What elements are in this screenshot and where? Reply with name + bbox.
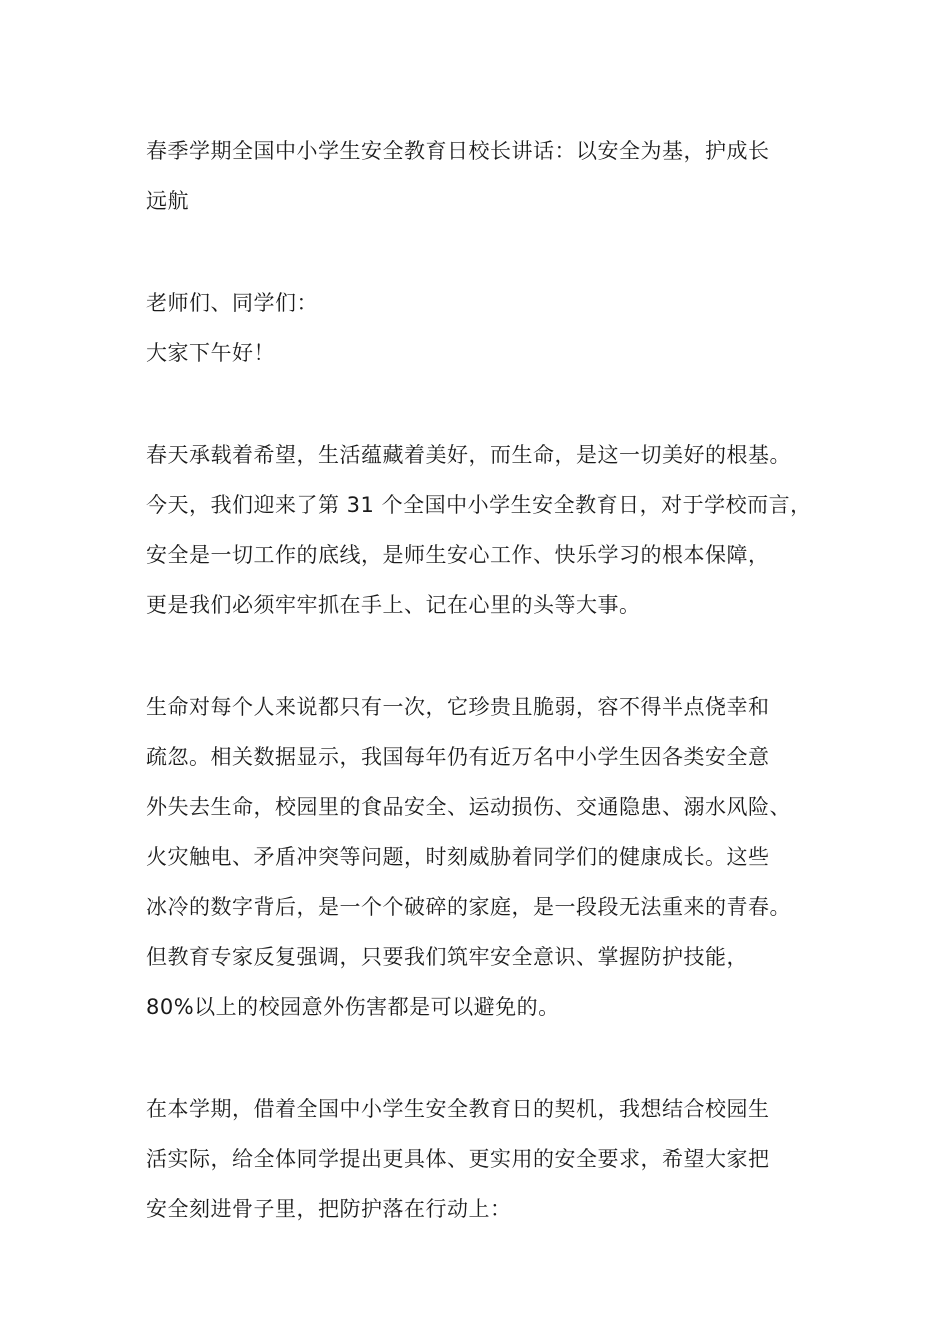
title-line-1: 春季学期全国中小学生安全教育日校长讲话：以安全为基，护成长 xyxy=(146,139,770,163)
paragraph-1-line: 安全是一切工作的底线，是师生安心工作、快乐学习的根本保障， xyxy=(146,543,770,567)
paragraph-2-line: 疏忽。相关数据显示，我国每年仍有近万名中小学生因各类安全意 xyxy=(146,745,770,769)
paragraph-2-line: 但教育专家反复强调，只要我们筑牢安全意识、掌握防护技能， xyxy=(146,945,748,969)
paragraph-1-line: 更是我们必须牢牢抓在手上、记在心里的头等大事。 xyxy=(146,593,641,617)
paragraph-3-line: 安全刻进骨子里，把防护落在行动上： xyxy=(146,1197,512,1221)
paragraph-2-line: 生命对每个人来说都只有一次，它珍贵且脆弱，容不得半点侥幸和 xyxy=(146,695,770,719)
paragraph-2-line: 外失去生命，校园里的食品安全、运动损伤、交通隐患、溺水风险、 xyxy=(146,795,791,819)
paragraph-3-line: 活实际，给全体同学提出更具体、更实用的安全要求，希望大家把 xyxy=(146,1147,770,1171)
document-body xyxy=(146,126,826,1234)
spacer xyxy=(146,378,826,430)
greeting: 大家下午好！ xyxy=(146,341,275,365)
paragraph-2-line: 冰冷的数字背后，是一个个破碎的家庭，是一段段无法重来的青春。 xyxy=(146,895,791,919)
paragraph-3-line: 在本学期，借着全国中小学生安全教育日的契机，我想结合校园生 xyxy=(146,1097,770,1121)
paragraph-1-line: 今天，我们迎来了第 31 个全国中小学生安全教育日，对于学校而言， xyxy=(146,493,812,517)
paragraph-2-line: 火灾触电、矛盾冲突等问题，时刻威胁着同学们的健康成长。这些 xyxy=(146,845,770,869)
spacer xyxy=(146,630,826,682)
salutation: 老师们、同学们： xyxy=(146,291,318,315)
spacer xyxy=(146,226,826,278)
spacer xyxy=(146,1032,826,1084)
paragraph-1-line: 春天承载着希望，生活蕴藏着美好，而生命，是这一切美好的根基。 xyxy=(146,443,791,467)
title-line-2: 远航 xyxy=(146,189,189,213)
paragraph-2-line: 80%以上的校园意外伤害都是可以避免的。 xyxy=(146,995,560,1019)
